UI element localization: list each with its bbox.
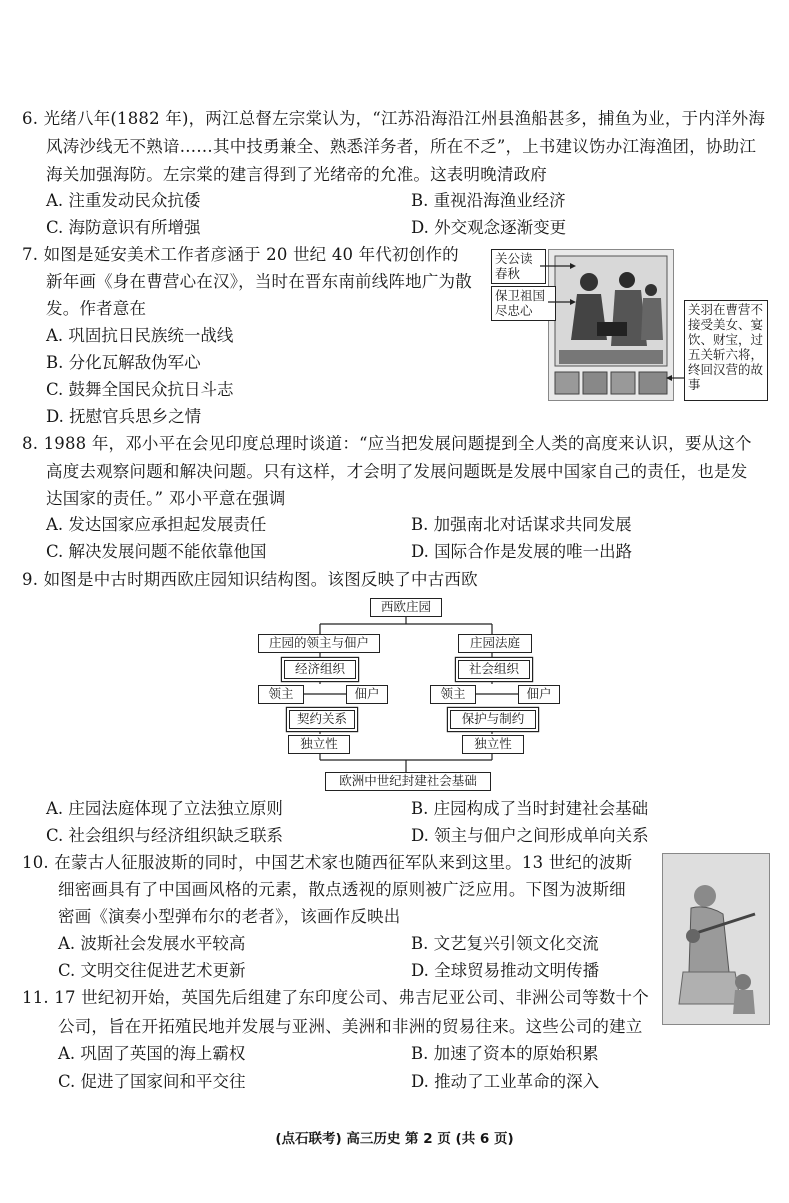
q6-line-2: 风涛沙线无不熟谙……其中技勇兼全、熟悉洋务者，所在不乏”，上书建议饬办江海渔团，协助江 (46, 137, 757, 156)
arrow-head-3 (666, 375, 672, 381)
q11-option-c: C. 促进了国家间和平交往 (58, 1072, 246, 1091)
diagram-left-top: 庄园的领主与佃户 (258, 634, 380, 653)
q9-line-1: 9. 如图是中古时期西欧庄园知识结构图。该图反映了中古西欧 (22, 570, 478, 589)
q8-line-1: 8. 1988 年，邓小平在会见印度总理时谈道：“应当把发展问题提到全人类的高度来认识，要从这个 (22, 434, 752, 453)
arrow-head-2 (570, 299, 576, 305)
diagram-protection-restraint: 保护与制约 (450, 710, 536, 729)
q10-line-2: 细密画具有了中国画风格的元素，散点透视的原则被广泛应用。下图为波斯细 (58, 880, 626, 899)
q10-line-1: 10. 在蒙古人征服波斯的同时，中国艺术家也随西征军队来到这里。13 世纪的波斯 (22, 853, 633, 872)
q11-line-1: 11. 17 世纪初开始，英国先后组建了东印度公司、弗吉尼亚公司、非洲公司等数十个 (22, 988, 649, 1007)
diagram-social-org: 社会组织 (458, 660, 530, 679)
diagram-contract-relation: 契约关系 (289, 710, 355, 729)
persian-miniature-sketch (663, 854, 769, 1024)
diagram-economic-org: 经济组织 (284, 660, 356, 679)
diagram-right-top: 庄园法庭 (458, 634, 532, 653)
diagram-tenant-right: 佃户 (518, 685, 560, 704)
q7-line-3: 发。作者意在 (46, 299, 147, 318)
arrow-head-1 (570, 263, 576, 269)
q7-option-d: D. 抚慰官兵思乡之情 (46, 407, 202, 426)
diagram-independence-right: 独立性 (462, 735, 524, 754)
q9-option-b: B. 庄园构成了当时封建社会基础 (411, 799, 649, 818)
diagram-lord-right: 领主 (430, 685, 476, 704)
q9-option-a: A. 庄园法庭体现了立法独立原则 (46, 799, 283, 818)
q6-option-a: A. 注重发动民众抗倭 (46, 191, 201, 210)
diagram-independence-left: 独立性 (288, 735, 350, 754)
diagram-lord-left: 领主 (258, 685, 304, 704)
q9-option-c: C. 社会组织与经济组织缺乏联系 (46, 826, 284, 845)
q7-option-a: A. 巩固抗日民族统一战线 (46, 326, 234, 345)
diagram-bottom-foundation: 欧洲中世纪封建社会基础 (325, 772, 491, 791)
q10-option-d: D. 全球贸易推动文明传播 (411, 961, 600, 980)
q6-option-c: C. 海防意识有所增强 (46, 218, 201, 237)
q7-line-1: 7. 如图是延安美术工作者彦涵于 20 世纪 40 年代初创作的 (22, 245, 459, 264)
q6-option-d: D. 外交观念逐渐变更 (411, 218, 567, 237)
q7-option-c: C. 鼓舞全国民众抗日斗志 (46, 380, 234, 399)
q6-option-b: B. 重视沿海渔业经济 (411, 191, 566, 210)
q11-option-b: B. 加速了资本的原始积累 (411, 1044, 599, 1063)
diagram-root: 西欧庄园 (370, 598, 442, 617)
q8-option-a: A. 发达国家应承担起发展责任 (46, 515, 267, 534)
q8-line-3: 达国家的责任。” 邓小平意在强调 (46, 489, 286, 508)
q7-option-b: B. 分化瓦解敌伪军心 (46, 353, 201, 372)
q10-option-b: B. 文艺复兴引领文化交流 (411, 934, 599, 953)
q9-option-d: D. 领主与佃户之间形成单向关系 (411, 826, 649, 845)
q10-option-c: C. 文明交往促进艺术更新 (58, 961, 246, 980)
figure-label-reading-chunqiu: 关公读春秋 (491, 249, 546, 284)
q8-option-d: D. 国际合作是发展的唯一出路 (411, 542, 633, 561)
page-footer: (点石联考) 高三历史 第 2 页 (共 6 页) (275, 1131, 514, 1147)
figure-label-loyalty: 保卫祖国尽忠心 (491, 286, 556, 321)
q11-option-a: A. 巩固了英国的海上霸权 (58, 1044, 246, 1063)
q11-line-2: 公司，旨在开拓殖民地并发展与亚洲、美洲和非洲的贸易往来。这些公司的建立 (58, 1017, 643, 1036)
diagram-tenant-left: 佃户 (346, 685, 388, 704)
q10-line-3: 密画《演奏小型弹布尔的老者》，该画作反映出 (58, 907, 401, 926)
figure-arrows (540, 260, 690, 390)
q6-line-3: 海关加强海防。左宗棠的建言得到了光绪帝的允准。这表明晚清政府 (46, 165, 547, 184)
figure-label-guanyu-story: 关羽在曹营不接受美女、宴饮、财宝，过五关斩六将，终回汉营的故事 (684, 300, 768, 401)
q6-line-1: 6. 光绪八年(1882 年)，两江总督左宗棠认为，“江苏沿海沿江州县渔船甚多，捕鱼为业，于内洋外海 (22, 109, 766, 128)
q11-option-d: D. 推动了工业革命的深入 (411, 1072, 600, 1091)
q7-line-2: 新年画《身在曹营心在汉》，当时在晋东南前线阵地广为散 (46, 272, 472, 291)
q10-option-a: A. 波斯社会发展水平较高 (58, 934, 246, 953)
q8-option-b: B. 加强南北对话谋求共同发展 (411, 515, 632, 534)
q8-option-c: C. 解决发展问题不能依靠他国 (46, 542, 267, 561)
persian-miniature-image (662, 853, 770, 1025)
q8-line-2: 高度去观察问题和解决问题。只有这样，才会明了发展问题既是发展中国家自己的责任，也是发 (46, 462, 748, 481)
